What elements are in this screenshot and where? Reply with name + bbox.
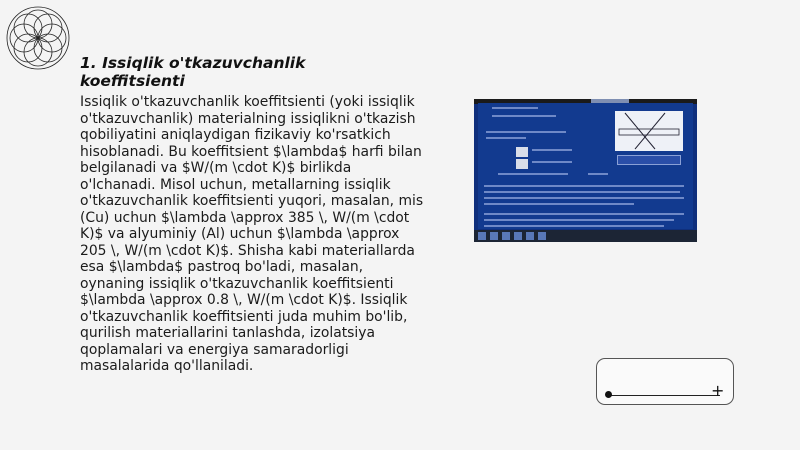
- video-diagram: [615, 111, 683, 151]
- video-thumbnail: [516, 147, 528, 157]
- video-thumbnail: [516, 159, 528, 169]
- video-taskbar: [474, 230, 697, 242]
- embedded-video[interactable]: [474, 99, 697, 242]
- plus-icon[interactable]: +: [711, 381, 725, 400]
- slide-body-text: Issiqlik o'tkazuvchanlik koeffitsienti (yoki issiqlik o'tkazuvchanlik) materialning issiqlikni o'tkazish qobiliyatini aniqlaydigan fizikaviy ko'rsatkich hisoblanadi. Bu koeffitsient $\lambda$ harfi bilan belgilanadi va $W/(m \cdot K)$ birlikda o'lchanadi. Misol uchun, metallarning issiqlik o'tkazuvchanlik koeffitsienti yuqori, masalan, mis (Cu) uchun $\lambda \approx 385 \, W/(m \cdot K)$ va alyuminiy (Al) uchun $\lambda \approx 205 \, W/(m \cdot K)$. Shisha kabi materiallarda esa $\lambda$ pastroq bo'ladi, masalan, oynaning issiqlik o'tkazuvchanlik koeffitsienti $\lambda \approx 0.8 \, W/(m \cdot K)$. Issiqlik o'tkazuvchanlik koeffitsienti juda muhim bo'lib, qurilish materiallarini tanlashda, izolatsiya qoplamalari va energiya samaradorligi masalalarida qo'llaniladi.: [80, 94, 424, 374]
- media-player-control[interactable]: [596, 358, 734, 405]
- video-frame: [478, 103, 693, 229]
- slide-title: 1. Issiqlik o'tkazuvchanlik koeffitsienti: [80, 54, 306, 90]
- seek-handle[interactable]: [605, 391, 612, 398]
- spirograph-logo-icon: [4, 4, 72, 72]
- video-caption-box: [617, 155, 681, 165]
- seek-bar[interactable]: [608, 395, 720, 396]
